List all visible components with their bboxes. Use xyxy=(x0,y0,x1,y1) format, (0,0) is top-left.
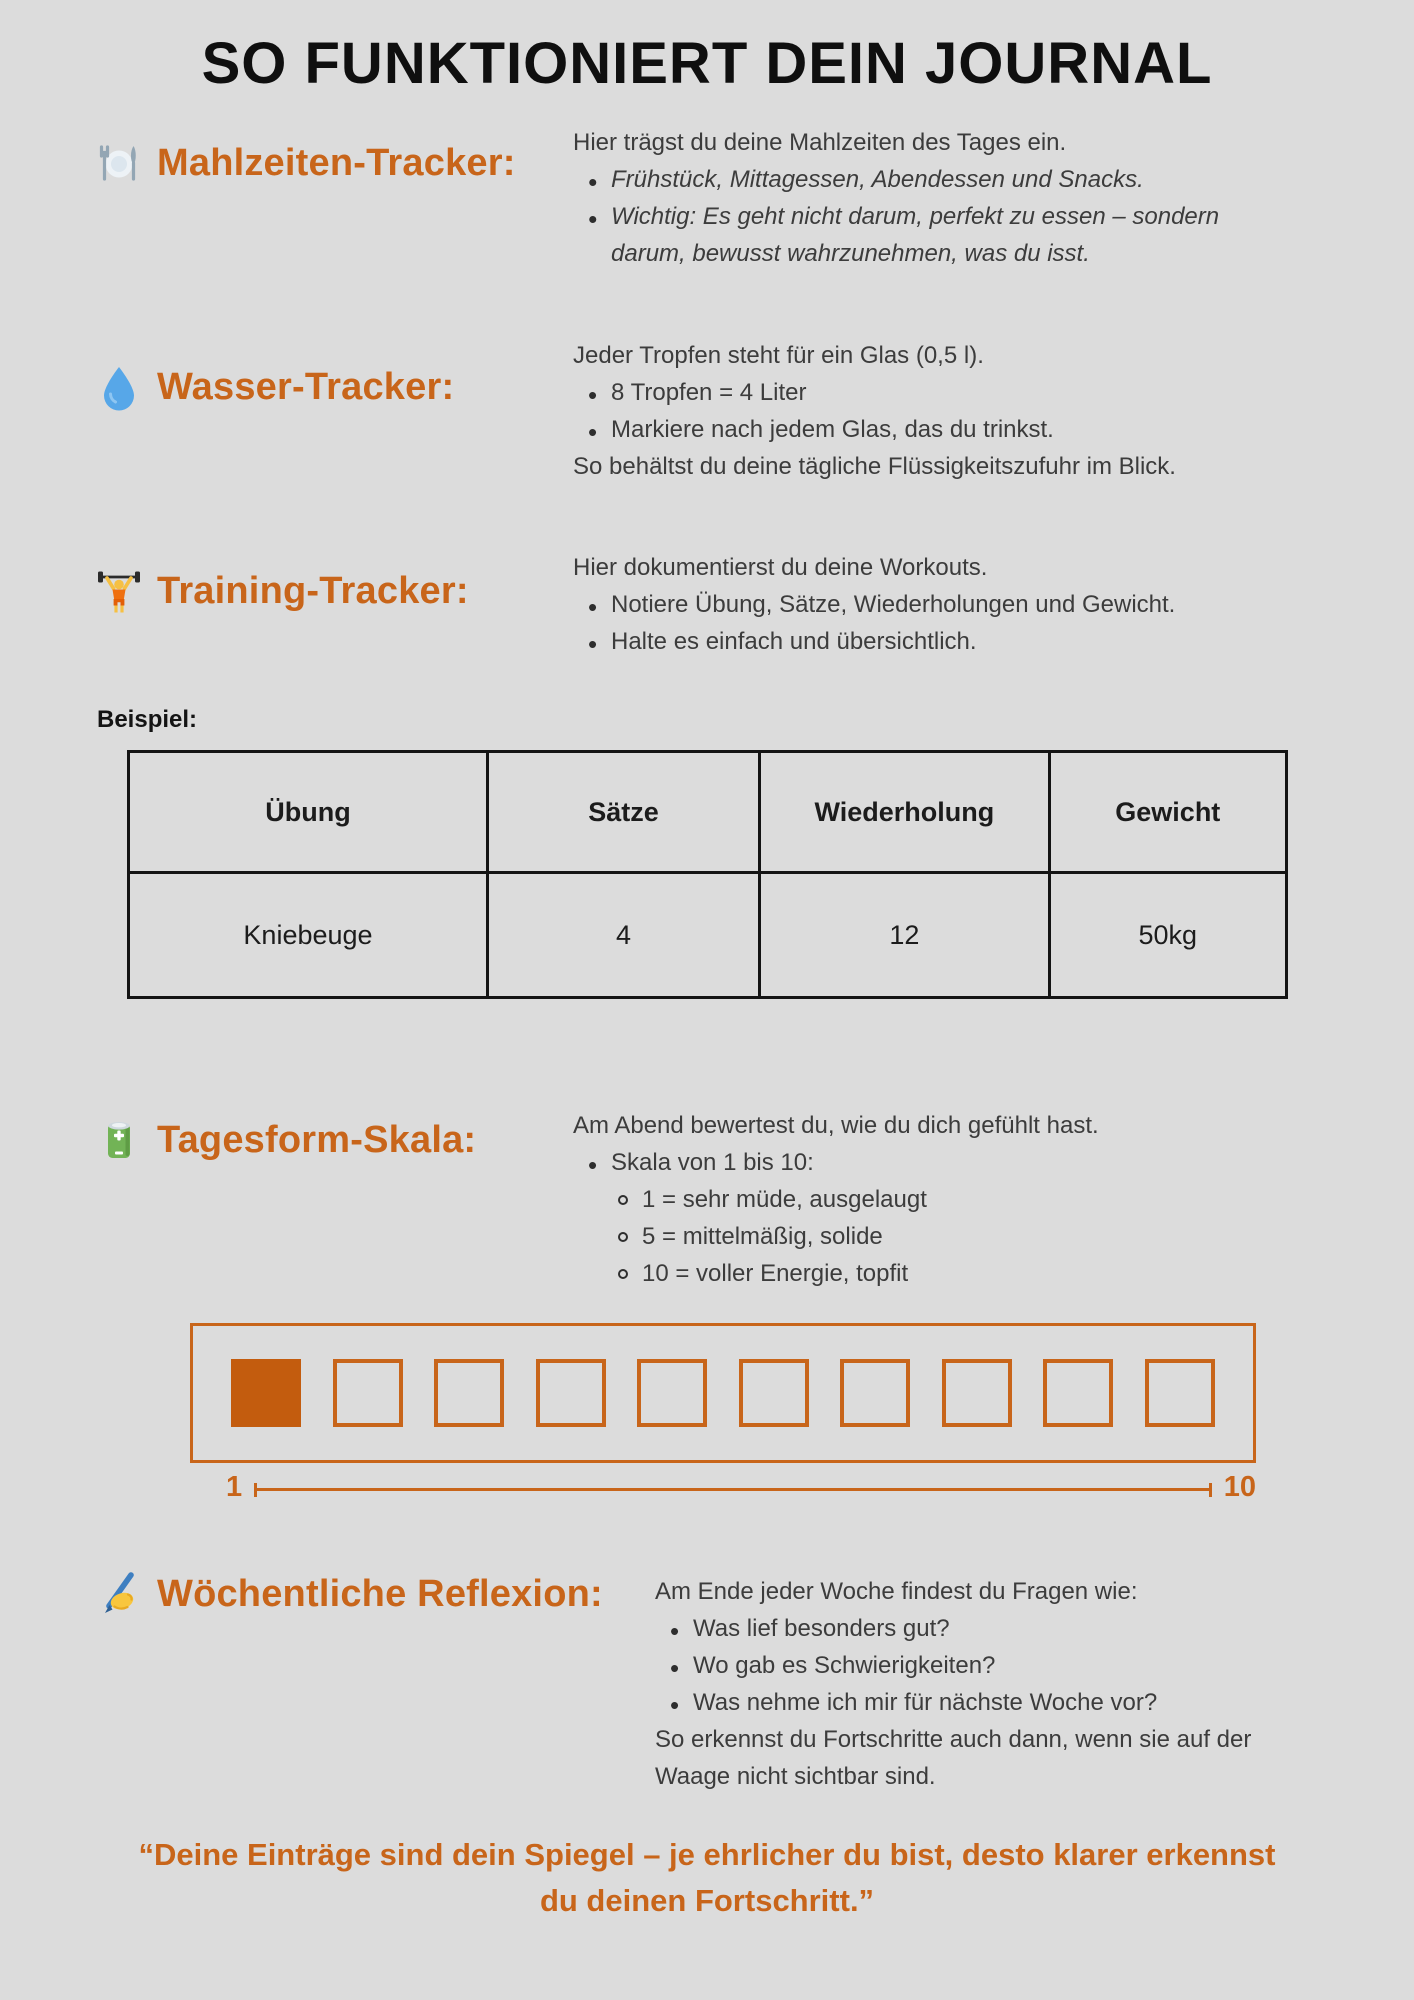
scale-square-3 xyxy=(434,1359,504,1427)
section-tagesform-heading-row xyxy=(95,1116,573,1164)
sub-bullet-item: 10 = voller Energie, topfit xyxy=(615,1256,1099,1293)
section-tagesform-body xyxy=(573,1108,1099,1293)
example-table xyxy=(127,750,1288,999)
section-training-tracker xyxy=(0,550,1414,661)
section-heading: Wöchentliche Reflexion: xyxy=(157,1572,603,1615)
bullet-item: • Frühstück, Mittagessen, Abendessen und Snacks. xyxy=(583,162,1243,199)
section-wasser-tracker xyxy=(0,338,1414,486)
section-mahlzeiten-body xyxy=(573,125,1243,273)
scale-square-10 xyxy=(1145,1359,1215,1427)
scale-square-9 xyxy=(1043,1359,1113,1427)
scale-square-8 xyxy=(942,1359,1012,1427)
bullet-item: • 8 Tropfen = 4 Liter xyxy=(583,375,1176,412)
section-mahlzeiten-heading-row xyxy=(95,139,573,187)
scale-square-7 xyxy=(840,1359,910,1427)
section-heading: Mahlzeiten-Tracker: xyxy=(157,141,516,184)
battery-icon xyxy=(95,1116,143,1164)
column-header-saetze: Sätze xyxy=(487,752,759,873)
bullet-item: • Skala von 1 bis 10: xyxy=(583,1145,1099,1182)
sub-bullet-item: 1 = sehr müde, ausgelaugt xyxy=(615,1182,1099,1219)
scale-axis-line xyxy=(254,1483,1212,1497)
cell-uebung: Kniebeuge xyxy=(129,873,488,998)
section-training-body xyxy=(573,550,1175,661)
bullet-item: • Wichtig: Es geht nicht darum, perfekt zu essen – sondern darum, bewusst wahrzunehmen, was du isst. xyxy=(583,199,1243,273)
scale-square-4 xyxy=(536,1359,606,1427)
bullet-item: • Markiere nach jedem Glas, das du trinkst. xyxy=(583,412,1176,449)
bullet-item: • Was nehme ich mir für nächste Woche vor? xyxy=(665,1685,1265,1722)
bullet-item: • Was lief besonders gut? xyxy=(665,1611,1265,1648)
bullet-list xyxy=(573,375,1176,449)
tagesform-scale-squares xyxy=(190,1323,1256,1463)
section-intro: Hier dokumentierst du deine Workouts. xyxy=(573,553,988,581)
bullet-list xyxy=(573,587,1175,661)
section-intro: Hier trägst du deine Mahlzeiten des Tages ein. xyxy=(573,129,1067,156)
scale-square-5 xyxy=(637,1359,707,1427)
fork-knife-plate-icon xyxy=(95,139,143,187)
section-wasser-body xyxy=(573,338,1176,486)
section-heading: Training-Tracker: xyxy=(157,570,469,613)
section-intro: Am Abend bewertest du, wie du dich gefühlt hast. xyxy=(573,1112,1099,1140)
weightlifter-icon xyxy=(95,568,143,616)
cell-gewicht: 50kg xyxy=(1049,873,1286,998)
bullet-list xyxy=(573,162,1243,273)
scale-square-2 xyxy=(333,1359,403,1427)
scale-square-6 xyxy=(739,1359,809,1427)
section-outro: So behältst du deine tägliche Flüssigkeitszufuhr im Blick. xyxy=(573,452,1176,480)
cell-saetze: 4 xyxy=(487,873,759,998)
table-row xyxy=(129,873,1287,998)
column-header-gewicht: Gewicht xyxy=(1049,752,1286,873)
bullet-item: • Halte es einfach und übersichtlich. xyxy=(583,624,1175,661)
column-header-uebung: Übung xyxy=(129,752,488,873)
bullet-list xyxy=(655,1611,1265,1722)
page-title: SO FUNKTIONIERT DEIN JOURNAL xyxy=(201,31,1213,96)
example-label: Beispiel: xyxy=(97,706,198,734)
column-header-wiederholung: Wiederholung xyxy=(760,752,1050,873)
section-reflexion-body xyxy=(655,1574,1265,1796)
section-wasser-heading-row xyxy=(95,364,573,412)
bullet-item: • Notiere Übung, Sätze, Wiederholungen und Gewicht. xyxy=(583,587,1175,624)
bullet-list xyxy=(573,1145,1099,1182)
scale-square-1 xyxy=(231,1359,301,1427)
closing-quote: “Deine Einträge sind dein Spiegel – je ehrlicher du bist, desto klarer erkennst du deinen Fortschritt.” xyxy=(138,1836,1276,1919)
section-heading: Tagesform-Skala: xyxy=(157,1118,477,1161)
cell-wiederholung: 12 xyxy=(760,873,1050,998)
sub-bullet-list xyxy=(573,1182,1099,1293)
table-header-row xyxy=(129,752,1287,873)
section-mahlzeiten-tracker xyxy=(0,125,1414,273)
water-drop-icon xyxy=(95,364,143,412)
section-intro: Am Ende jeder Woche findest du Fragen wie: xyxy=(655,1578,1138,1606)
section-heading: Wasser-Tracker: xyxy=(157,366,455,409)
scale-max-label: 10 xyxy=(1223,1471,1256,1504)
writing-hand-icon xyxy=(95,1570,143,1618)
section-intro: Jeder Tropfen steht für ein Glas (0,5 l). xyxy=(573,341,984,369)
section-woechentliche-reflexion xyxy=(0,1574,1414,1796)
section-reflexion-heading-row xyxy=(95,1570,655,1618)
bullet-item: • Wo gab es Schwierigkeiten? xyxy=(665,1648,1265,1685)
scale-min-label: 1 xyxy=(226,1471,243,1504)
section-tagesform-skala xyxy=(0,1108,1414,1293)
section-outro: So erkennst du Fortschritte auch dann, wenn sie auf der Waage nicht sichtbar sind. xyxy=(655,1726,1252,1791)
sub-bullet-item: 5 = mittelmäßig, solide xyxy=(615,1219,1099,1256)
section-training-heading-row xyxy=(95,568,573,616)
tagesform-scale-axis xyxy=(190,1463,1256,1504)
